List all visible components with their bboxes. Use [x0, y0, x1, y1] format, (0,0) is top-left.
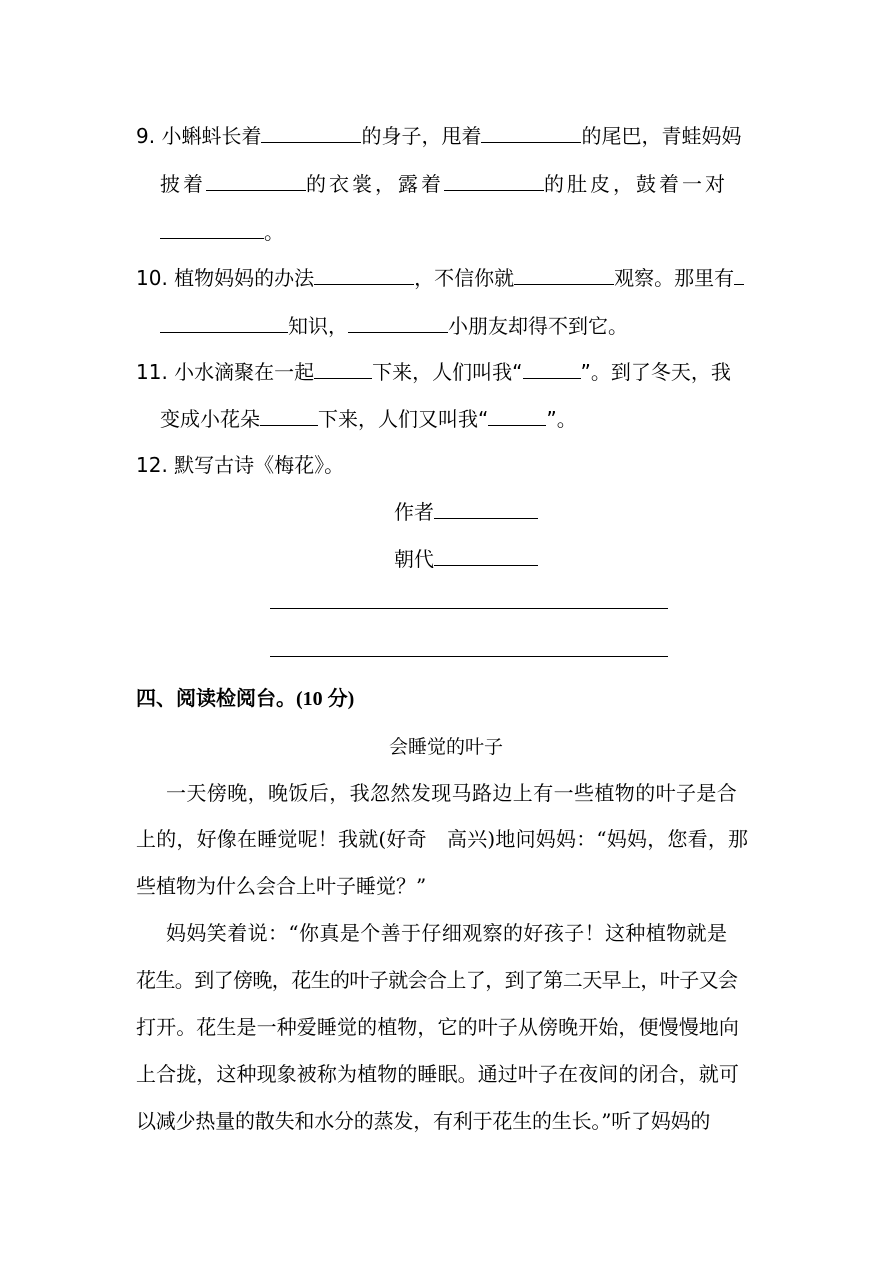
- q11-text: 下来，人们又叫我“: [318, 407, 489, 431]
- q10-line-2: [160, 312, 628, 339]
- q12-poem-line-1[interactable]: [270, 608, 668, 609]
- q11-text: 小水滴聚在一起: [174, 360, 315, 384]
- q10-text: 小朋友却得不到它。: [448, 314, 628, 338]
- q9-text: 。: [264, 220, 284, 244]
- q10-text: 知识，: [288, 314, 348, 338]
- q11-line-2: [160, 405, 577, 432]
- q12-author-label: 作者: [394, 500, 434, 524]
- q9-blank-eyes[interactable]: [160, 218, 264, 239]
- q12-text: 默写古诗《梅花》。: [174, 453, 345, 477]
- q12-poem-line-2[interactable]: [270, 656, 668, 657]
- q9-text: 小蝌蚪长着: [161, 124, 262, 148]
- q12-dynasty-row: [394, 545, 538, 572]
- q9-blank-belly[interactable]: [444, 170, 544, 191]
- q9-line-2: [160, 170, 728, 197]
- q9-line-1: [136, 122, 741, 149]
- q9-text: 的身子，甩着: [361, 124, 482, 148]
- q9-number: 9.: [136, 124, 156, 148]
- q12-author-blank[interactable]: [434, 498, 538, 519]
- story-title: 会睡觉的叶子: [388, 736, 503, 758]
- story-p1-line-1: 一天傍晚，晚饭后，我忽然发现马路边上有一些植物的叶子是合: [166, 781, 738, 805]
- q9-text: 的肚皮，鼓着一对: [544, 172, 728, 196]
- q11-blank-fall[interactable]: [314, 358, 372, 379]
- story-p1-line-2: 上的，好像在睡觉呢！我就(好奇 高兴)地问妈妈：“妈妈，您看，那: [136, 827, 749, 851]
- q10-line-1: [136, 264, 744, 291]
- q10-number: 10.: [136, 266, 168, 290]
- q9-blank-coat[interactable]: [206, 170, 306, 191]
- q10-blank-kids[interactable]: [348, 312, 448, 333]
- q10-blank-observe[interactable]: [514, 264, 614, 285]
- q9-blank-body[interactable]: [261, 122, 361, 143]
- story-p2-line-4: 上合拢，这种现象被称为植物的睡眠。通过叶子在夜间的闭合，就可: [136, 1062, 739, 1086]
- section-4-title: 四、阅读检阅台。(10 分): [136, 688, 355, 710]
- q11-blank-name-rain[interactable]: [523, 358, 581, 379]
- story-p2-line-5: 以减少热量的散失和水分的蒸发，有利于花生的生长。”听了妈妈的: [136, 1109, 711, 1133]
- q9-text: 的衣裳，露着: [306, 172, 444, 196]
- q11-text: 下来，人们叫我“: [372, 360, 523, 384]
- q11-number: 11.: [136, 360, 168, 384]
- q12-number: 12.: [136, 453, 168, 477]
- story-p2-line-2: 花生。到了傍晚，花生的叶子就会合上了，到了第二天早上，叶子又会: [136, 968, 738, 992]
- q9-text: 披着: [160, 172, 206, 196]
- q9-blank-tail[interactable]: [481, 122, 581, 143]
- story-p1-line-3: 些植物为什么会合上叶子睡觉？”: [136, 874, 427, 898]
- q10-text: ，不信你就: [414, 266, 515, 290]
- q12-author-row: [394, 498, 538, 525]
- q11-blank-drift[interactable]: [260, 405, 318, 426]
- q11-text: ”。: [546, 407, 577, 431]
- q10-text: 观察。那里有: [614, 266, 735, 290]
- q11-blank-name-snow[interactable]: [488, 405, 546, 426]
- story-p2-line-1: 妈妈笑着说：“你真是个善于仔细观察的好孩子！这种植物就是: [166, 921, 728, 945]
- q12-line: [136, 452, 344, 478]
- q9-line-3: [160, 218, 284, 245]
- q11-line-1: [136, 358, 731, 385]
- q12-dynasty-blank[interactable]: [434, 545, 538, 566]
- q11-text: 变成小花朵: [160, 407, 260, 431]
- q11-text: ”。到了冬天，我: [580, 360, 731, 384]
- story-p2-line-3: 打开。花生是一种爱睡觉的植物，它的叶子从傍晚开始，便慢慢地向: [136, 1015, 739, 1039]
- q12-dynasty-label: 朝代: [394, 547, 434, 571]
- q9-text: 的尾巴，青蛙妈妈: [581, 124, 742, 148]
- q10-blank-start[interactable]: [734, 264, 744, 285]
- q10-blank-knowledge[interactable]: [160, 312, 288, 333]
- q10-blank-method[interactable]: [314, 264, 414, 285]
- q10-text: 植物妈妈的办法: [174, 266, 315, 290]
